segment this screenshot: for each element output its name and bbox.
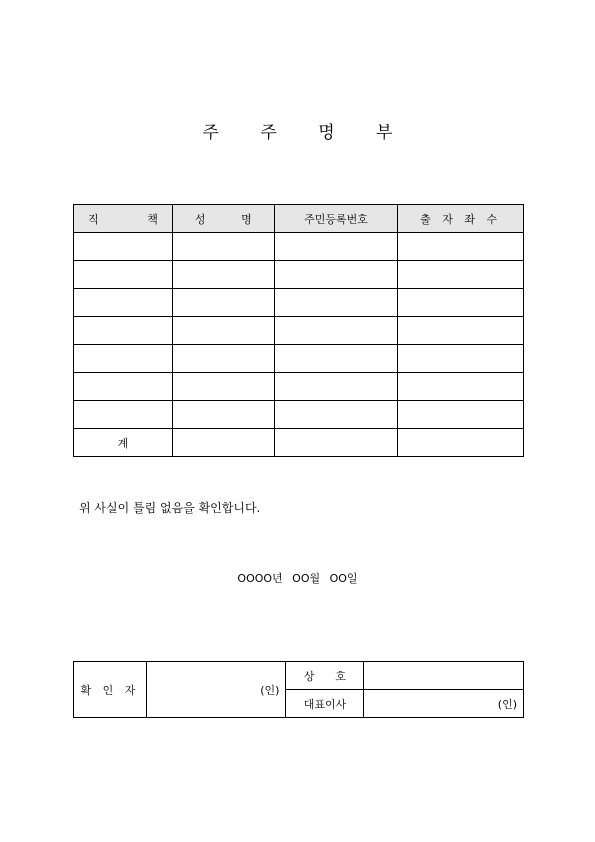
table-cell[interactable] [274,233,398,261]
confirmer-label: 확 인 자 [74,662,147,718]
header-name [172,205,274,233]
table-cell[interactable] [274,373,398,401]
table-cell[interactable] [398,373,524,401]
table-cell[interactable] [274,317,398,345]
table-cell[interactable] [172,429,274,457]
table-row [74,289,524,317]
table-cell[interactable] [74,373,173,401]
header-shares: 출 자 좌 수 [398,205,524,233]
table-cell[interactable] [172,289,274,317]
table-cell[interactable] [172,233,274,261]
header-name-char-2: 명 [241,212,252,226]
table-row [74,345,524,373]
table-row [74,401,524,429]
confirmer-signature-field[interactable] [146,662,286,718]
table-row [74,373,524,401]
confirmation-statement: 위 사실이 틀림 없음을 확인합니다. [79,501,261,515]
ceo-label: 대표이사 [286,690,364,718]
table-cell[interactable] [74,233,173,261]
table-cell[interactable] [74,345,173,373]
table-cell[interactable] [274,429,398,457]
header-position [74,205,173,233]
header-position-char-2: 책 [147,212,158,226]
table-cell[interactable] [398,317,524,345]
table-cell[interactable] [172,401,274,429]
header-position-char-1: 직 [88,212,99,226]
seal-mark: (인) [260,683,280,697]
confirm-row [74,662,524,690]
table-cell[interactable] [172,317,274,345]
table-row [74,317,524,345]
table-cell[interactable] [172,345,274,373]
table-header-row [74,205,524,233]
table-cell[interactable] [74,317,173,345]
table-cell[interactable] [74,261,173,289]
company-name-label: 상 호 [286,662,364,690]
table-cell[interactable] [398,345,524,373]
table-cell[interactable] [398,429,524,457]
seal-mark: (인) [497,697,517,711]
table-cell[interactable] [172,261,274,289]
date-line: OOOO년 OO월 OO일 [237,572,358,585]
table-cell[interactable] [74,401,173,429]
table-cell[interactable] [398,261,524,289]
total-label: 계 [74,429,173,457]
shareholder-table [73,204,524,457]
table-row [74,233,524,261]
total-row [74,429,524,457]
confirmation-table [73,661,524,718]
table-cell[interactable] [398,233,524,261]
table-cell[interactable] [74,289,173,317]
header-name-char-1: 성 [194,212,206,226]
company-name-field[interactable] [364,662,524,690]
table-cell[interactable] [398,289,524,317]
table-cell[interactable] [274,345,398,373]
table-cell[interactable] [274,261,398,289]
table-cell[interactable] [172,373,274,401]
ceo-signature-field[interactable] [364,690,524,718]
document-title: 주 주 명 부 [202,123,411,143]
header-resident-number: 주민등록번호 [274,205,398,233]
table-cell[interactable] [274,289,398,317]
table-cell[interactable] [398,401,524,429]
table-cell[interactable] [274,401,398,429]
table-row [74,261,524,289]
